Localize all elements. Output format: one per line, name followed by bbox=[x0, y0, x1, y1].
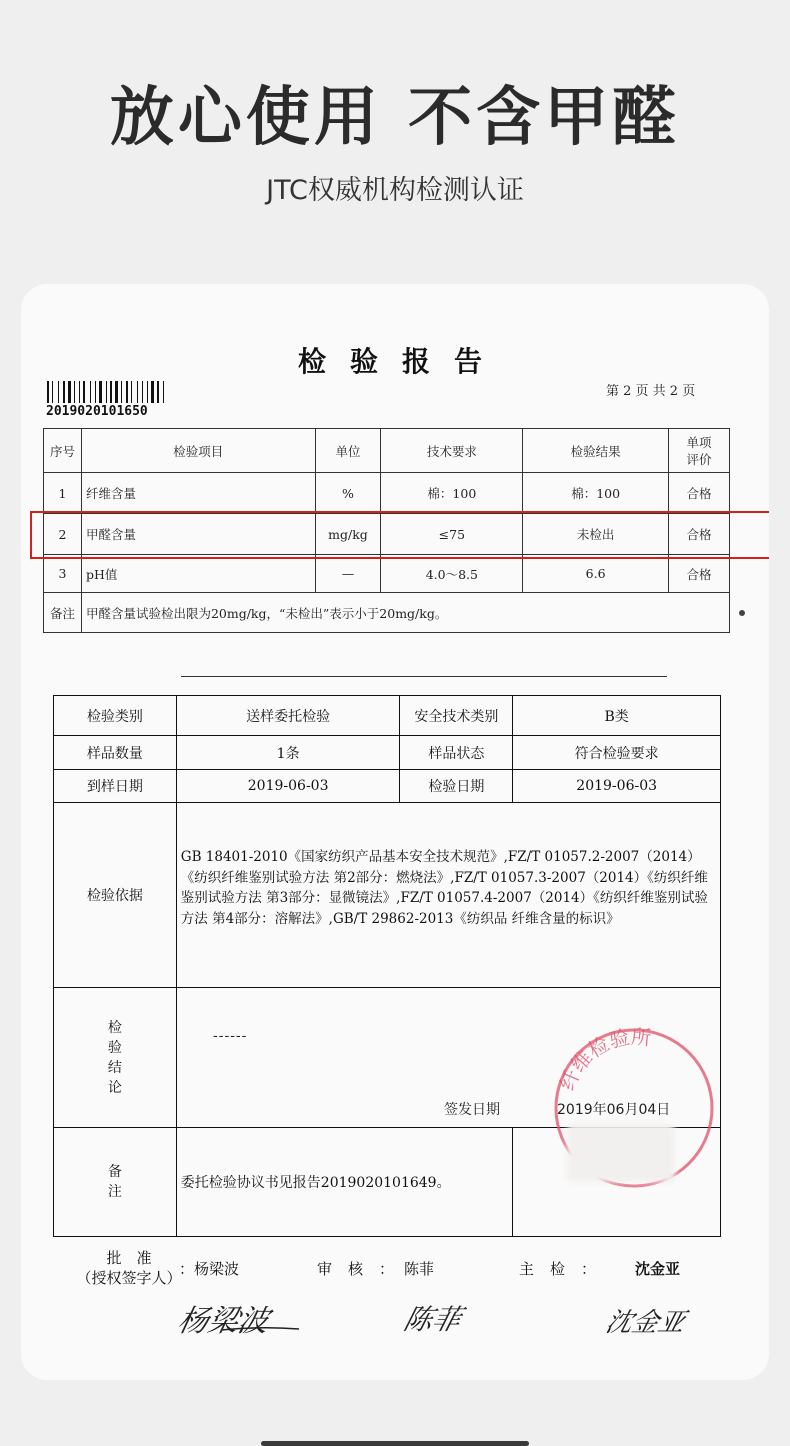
reviewer-name: 陈菲 bbox=[404, 1260, 435, 1278]
requirement: 棉：100 bbox=[381, 473, 523, 514]
redacted-area bbox=[567, 1124, 675, 1182]
item-name: 甲醛含量 bbox=[81, 514, 315, 555]
conclusion-text: ------ bbox=[213, 1028, 248, 1044]
scan-dot bbox=[739, 610, 745, 616]
basis-text: GB 18401-2010《国家纺织产品基本安全技术规范》,FZ/T 01057.2-2007（2014）《纺织纤维鉴别试验方法 第2部分：燃烧法》,FZ/T 01057.3-2007（2014）《纺织纤维鉴别试验方法 第3部分：显微镜法》,FZ/T 01057.4-2007（2014）《纺织纤维鉴别试验方法 第4部分：溶解法》,GB/T 29862-2013《纺织品 纤维含量的标识》 bbox=[176, 803, 720, 988]
evaluation: 合格 bbox=[669, 473, 730, 514]
barcode-number: 2019020101650 bbox=[46, 404, 148, 419]
field-label: 安全技术类别 bbox=[400, 696, 513, 736]
approve-label bbox=[69, 1248, 189, 1288]
field-value: 1条 bbox=[176, 736, 400, 770]
table-row bbox=[44, 555, 730, 593]
evaluation: 合格 bbox=[669, 514, 730, 555]
scroll-indicator bbox=[261, 1441, 529, 1446]
page-subtitle: JTC权威机构检测认证 bbox=[266, 175, 524, 206]
page-indicator: 第 2 页 共 2 页 bbox=[606, 384, 696, 399]
remark-text: 委托检验协议书见报告2019020101649。 bbox=[176, 1128, 513, 1237]
field-value: 2019-06-03 bbox=[513, 770, 721, 803]
table-row bbox=[54, 770, 721, 803]
issue-date-label: 签发日期 bbox=[444, 1102, 500, 1118]
note-label: 备注 bbox=[44, 593, 82, 633]
field-label: 检验依据 bbox=[54, 803, 177, 988]
unit: — bbox=[315, 555, 381, 593]
requirement: 4.0～8.5 bbox=[381, 555, 523, 593]
basis-row bbox=[54, 803, 721, 988]
approve-label-line1: 批 准 bbox=[106, 1249, 152, 1267]
table-row bbox=[54, 736, 721, 770]
row-index: 3 bbox=[44, 555, 82, 593]
row-index: 2 bbox=[44, 514, 82, 555]
approver-name: ：杨梁波 bbox=[179, 1260, 240, 1278]
field-value: 符合检验要求 bbox=[513, 736, 721, 770]
approve-label-line2: （授权签字人） bbox=[76, 1269, 182, 1287]
note-row bbox=[44, 593, 730, 633]
column-header-text: 单项评价 bbox=[686, 434, 712, 467]
unit: % bbox=[315, 473, 381, 514]
result: 6.6 bbox=[523, 555, 669, 593]
field-value: B类 bbox=[513, 696, 721, 736]
report-card bbox=[21, 284, 769, 1380]
issue-date: 2019年06月04日 bbox=[557, 1102, 671, 1118]
table-row bbox=[44, 473, 730, 514]
chief-label: 主检： bbox=[519, 1260, 613, 1278]
note-text: 甲醛含量试验检出限为20mg/kg，“未检出”表示小于20mg/kg。 bbox=[81, 593, 729, 633]
column-header: 检验项目 bbox=[81, 429, 315, 473]
review-label: 审核： bbox=[317, 1260, 411, 1278]
signature-approver: 杨梁波 bbox=[174, 1304, 272, 1339]
field-label bbox=[54, 1128, 177, 1237]
evaluation: 合格 bbox=[669, 555, 730, 593]
signature-chief: 沈金亚 bbox=[602, 1308, 689, 1338]
column-header: 单位 bbox=[315, 429, 381, 473]
unit: mg/kg bbox=[315, 514, 381, 555]
divider bbox=[181, 676, 667, 677]
column-header: 技术要求 bbox=[381, 429, 523, 473]
result: 未检出 bbox=[523, 514, 669, 555]
item-name: 纤维含量 bbox=[81, 473, 315, 514]
row-index: 1 bbox=[44, 473, 82, 514]
conclusion-label: 检验结论 bbox=[107, 1019, 122, 1096]
signature-underline-icon bbox=[221, 1324, 301, 1334]
requirement: ≤75 bbox=[381, 514, 523, 555]
highlight-box bbox=[30, 511, 769, 559]
field-label: 检验日期 bbox=[400, 770, 513, 803]
field-label: 样品状态 bbox=[400, 736, 513, 770]
seal-text: 纤维检验所 bbox=[554, 1024, 653, 1094]
report-title: 检验报告 bbox=[297, 345, 506, 378]
chief-name: 沈金亚 bbox=[635, 1260, 681, 1278]
signature-reviewer: 陈菲 bbox=[400, 1303, 465, 1336]
page-title: 放心使用 不含甲醛 bbox=[109, 81, 681, 155]
field-label: 检验类别 bbox=[54, 696, 177, 736]
column-header: 序号 bbox=[44, 429, 82, 473]
column-header bbox=[669, 429, 730, 473]
field-label: 样品数量 bbox=[54, 736, 177, 770]
field-value: 送样委托检验 bbox=[176, 696, 400, 736]
remark-label: 备注 bbox=[107, 1164, 122, 1200]
table-row bbox=[54, 696, 721, 736]
field-label: 到样日期 bbox=[54, 770, 177, 803]
column-header: 检验结果 bbox=[523, 429, 669, 473]
table-header-row bbox=[44, 429, 730, 473]
field-label bbox=[54, 988, 177, 1128]
result: 棉：100 bbox=[523, 473, 669, 514]
barcode-icon bbox=[47, 381, 173, 403]
item-name: pH值 bbox=[81, 555, 315, 593]
field-value: 2019-06-03 bbox=[176, 770, 400, 803]
